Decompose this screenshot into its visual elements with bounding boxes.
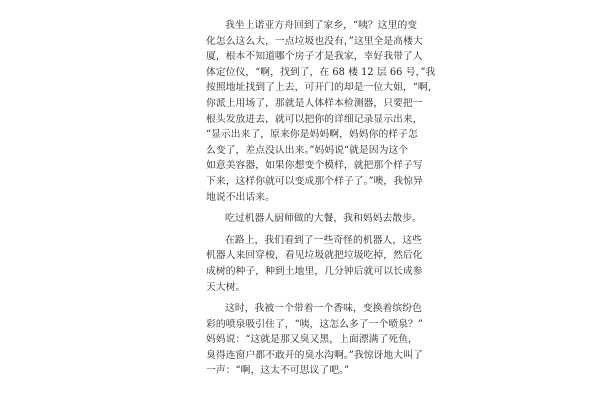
text-line: 厦，根本不知道哪个房子才是我家，幸好我带了人	[206, 51, 423, 63]
text-line: 地说不出话来。	[206, 191, 275, 203]
text-line: 天大树。	[206, 281, 246, 293]
text-line: 机器人来回穿梭，看见垃圾就把垃圾吃掉，然后化	[206, 250, 423, 262]
paragraph-2	[206, 211, 424, 227]
paragraph-1	[206, 18, 438, 205]
text-line: 吃过机器人厨师做的大餐，我和妈妈去散步。	[225, 213, 422, 225]
text-line: 根头发放进去，就可以把你的详细记录显示出来，	[206, 113, 423, 125]
text-line: 在路上，我们看到了一些奇怪的机器人，这些	[225, 234, 422, 246]
paragraph-3	[206, 233, 424, 295]
text-line: “显示出来了，原来你是妈妈啊，妈妈你的样子怎	[206, 129, 418, 141]
text-line: 么变了，差点没认出来。”妈妈说“就是因为这个	[206, 144, 409, 156]
text-line: 下来，这样你就可以变成那个样子了。”噢，我惊异	[206, 175, 423, 187]
text-line: 成树的种子，种到土地里，几分钟后就可以长成参	[206, 265, 423, 277]
text-line: 一声：“啊，这太不可思议了吧。”	[206, 365, 350, 377]
paragraph-4	[206, 301, 424, 379]
text-line: 你派上用场了，那就是人体样本检测器，只要把一	[206, 97, 423, 109]
text-line: 我坐上诺亚方舟回到了家乡，“咦？这里的变	[225, 20, 418, 31]
text-line: 体定位仪，“啊，找到了，在 68 楼 12 层 66 号，”我	[206, 66, 436, 78]
text-line: 如意美容器，如果你想变个模样，就把那个样子写	[206, 160, 423, 172]
text-line: 妈妈说：“这就是那又臭又黑，上面漂满了死鱼，	[206, 334, 418, 346]
text-line: 彩的喷泉吸引住了，“咦，这怎么多了一个喷泉？”	[206, 318, 423, 330]
text-line: 按照地址找到了上去，可开门的却是一位大姐，“啊，	[206, 82, 438, 94]
text-line: 化怎么这么大，一点垃圾也没有，”这里全是高楼大	[206, 35, 423, 47]
essay-body	[206, 18, 438, 379]
text-line: 臭得连窗户都不敢开的臭水沟啊。”我惊讶地大叫了	[206, 349, 423, 361]
text-line: 这时，我被一个带着一个香味，变换着缤纷色	[225, 303, 422, 315]
